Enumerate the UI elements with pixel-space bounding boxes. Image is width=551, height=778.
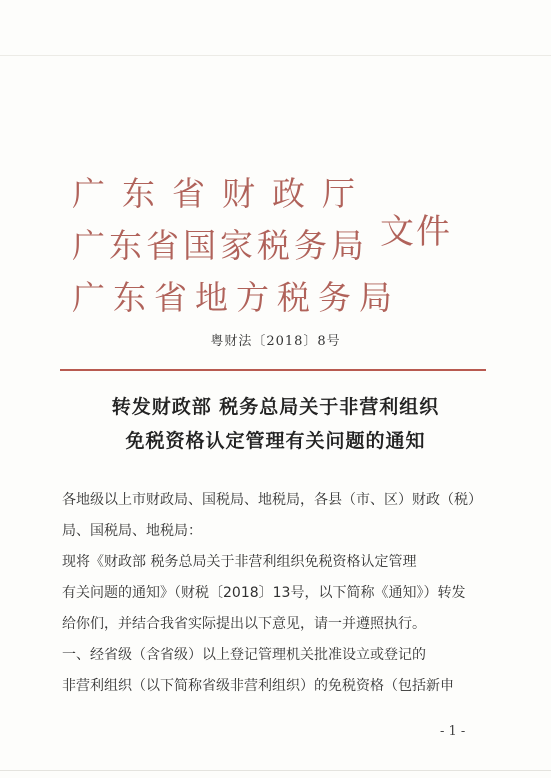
body-line-5: 给你们，并结合我省实际提出以下意见，请一并遵照执行。 (62, 616, 426, 632)
body-line-6: 一、经省级（含省级）以上登记管理机关批准设立或登记的 (62, 647, 426, 663)
body-line-1: 各地级以上市财政局、国税局、地税局，各县（市、区）财政（税） (62, 492, 482, 508)
agency-finance-department: 广东省财政厅 (72, 174, 372, 213)
page-number: - 1 - (440, 724, 466, 739)
scan-edge-top (0, 55, 551, 56)
agency-national-tax-bureau: 广东省国家税务局 (72, 226, 368, 265)
body-line-3: 现将《财政部 税务总局关于非营利组织免税资格认定管理 (62, 554, 417, 570)
document-title-line-1: 转发财政部 税务总局关于非营利组织 (111, 396, 440, 418)
agency-local-tax-bureau: 广东省地方税务局 (72, 278, 400, 317)
body-line-2: 局、国税局、地税局： (62, 523, 202, 539)
body-line-4: 有关问题的通知》（财税〔2018〕13号，以下简称《通知》）转发 (62, 585, 466, 601)
red-divider-line (60, 369, 486, 371)
issuing-agencies-header (72, 168, 452, 324)
document-number: 粤财法〔2018〕8号 (210, 334, 341, 349)
document-suffix: 文件 (380, 212, 452, 252)
scan-edge-bottom (0, 770, 551, 771)
body-line-7: 非营利组织（以下简称省级非营利组织）的免税资格（包括新申 (62, 678, 454, 694)
document-title-line-2: 免税资格认定管理有关问题的通知 (125, 430, 426, 452)
